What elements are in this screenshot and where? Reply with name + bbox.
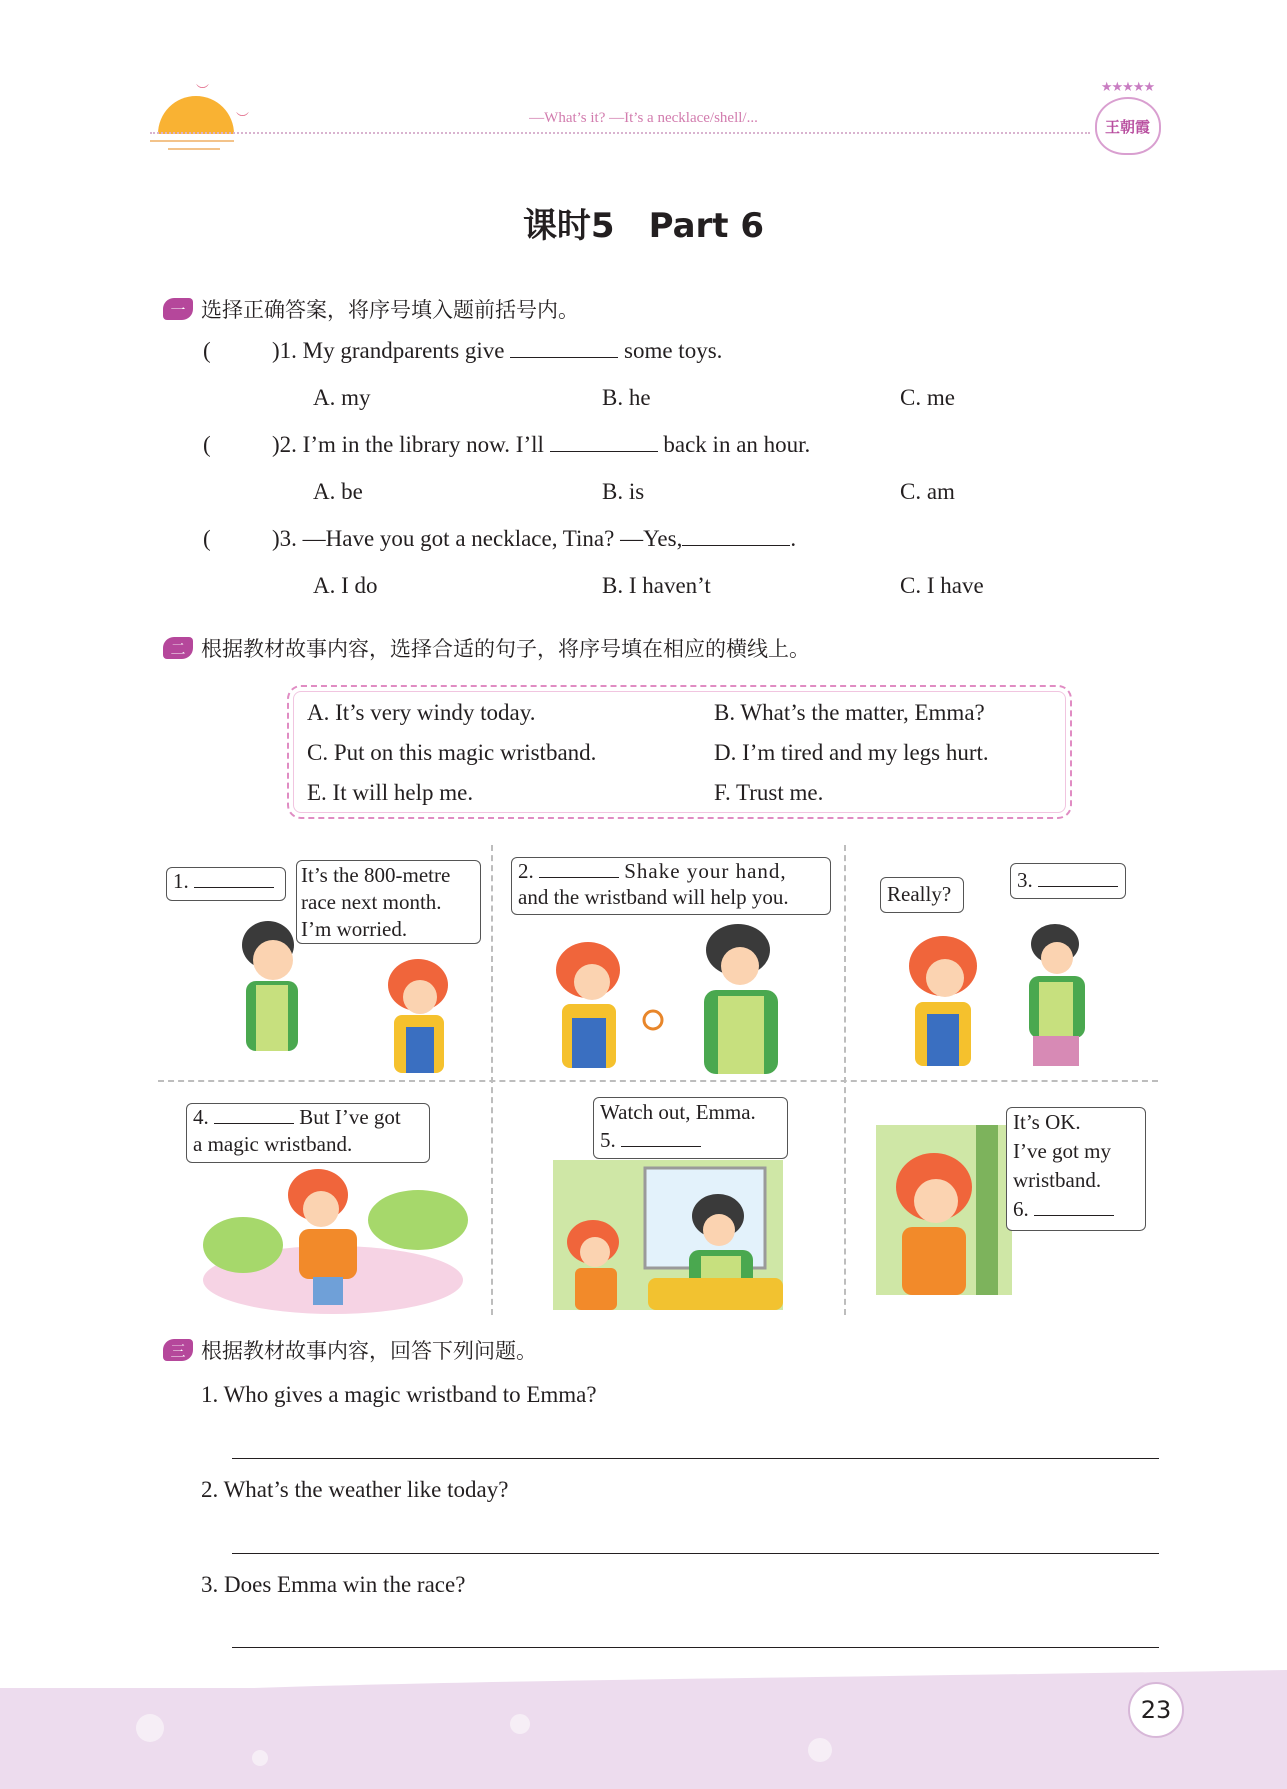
section-3-instruction: 根据教材故事内容，回答下列问题。 [201, 1339, 537, 1363]
section-1-badge: 一 [163, 298, 193, 320]
question-stem: )2. I’m in the library now. I’ll back in an hour. [272, 432, 811, 457]
answer-paren[interactable]: ( [203, 526, 211, 551]
section-2-heading [163, 633, 810, 663]
speech-bubble: 1. [166, 867, 286, 901]
footer-band [0, 1688, 1287, 1789]
answer-line[interactable] [232, 1458, 1159, 1459]
sentence-option-c: C. Put on this magic wristband. [307, 740, 597, 765]
comic-illustration [538, 920, 838, 1080]
section-1-instruction: 选择正确答案，将序号填入题前括号内。 [201, 298, 579, 322]
bird-icon: ︶ [236, 112, 250, 127]
sentence-option-e: E. It will help me. [307, 780, 474, 805]
option-b: B. is [602, 479, 645, 504]
answer-line[interactable] [232, 1647, 1159, 1648]
panel-divider [158, 1080, 1158, 1082]
sentence-option-d: D. I’m tired and my legs hurt. [714, 740, 989, 765]
question-2: 2. What’s the weather like today? [201, 1477, 509, 1502]
fill-blank[interactable] [1038, 871, 1118, 887]
running-title: —What’s it? —It’s a necklace/shell/... [529, 110, 758, 126]
option-c: C. me [900, 385, 955, 410]
answer-line[interactable] [232, 1553, 1159, 1554]
fill-blank[interactable] [214, 1108, 294, 1124]
sentence-option-a: A. It’s very windy today. [307, 700, 536, 725]
speech-bubble: It’s OK. I’ve got my wristband. 6. [1006, 1107, 1146, 1231]
brand-logo [1090, 80, 1165, 160]
fill-blank[interactable] [1034, 1200, 1114, 1216]
question-3: 3. Does Emma win the race? [201, 1572, 466, 1597]
fill-blank[interactable] [194, 872, 274, 888]
section-3-heading [163, 1335, 537, 1365]
comic-illustration [893, 910, 1143, 1080]
comic-illustration [198, 915, 478, 1075]
fill-blank[interactable] [510, 340, 618, 358]
section-3-badge: 三 [163, 1339, 193, 1361]
comic-illustration [876, 1125, 1016, 1295]
speech-bubble: 4. But I’ve got a magic wristband. [186, 1103, 430, 1163]
question-stem: )3. —Have you got a necklace, Tina? —Yes, . [272, 526, 797, 551]
fill-blank[interactable] [550, 434, 658, 452]
option-c: C. I have [900, 573, 984, 598]
section-1-heading [163, 294, 579, 324]
option-a: A. be [313, 479, 363, 504]
question-stem: )1. My grandparents give some toys. [272, 338, 723, 363]
option-b: B. he [602, 385, 651, 410]
sentence-option-f: F. Trust me. [714, 780, 824, 805]
footer-bubbles [0, 1688, 1287, 1789]
page-number: 23 [1128, 1682, 1184, 1738]
option-b: B. I haven’t [602, 573, 711, 598]
fill-blank[interactable] [621, 1131, 701, 1147]
bird-icon: ︶ [196, 84, 210, 99]
comic-illustration [203, 1165, 473, 1315]
speech-bubble: Watch out, Emma. 5. [593, 1097, 788, 1159]
option-a: A. I do [313, 573, 378, 598]
sun-reflection-line [150, 140, 234, 142]
comic-strip [158, 845, 1158, 1315]
answer-paren[interactable]: ( [203, 432, 211, 457]
section-2-instruction: 根据教材故事内容，选择合适的句子，将序号填在相应的横线上。 [201, 637, 810, 661]
header-rule [150, 132, 1090, 134]
sentence-option-b: B. What’s the matter, Emma? [714, 700, 985, 725]
comic-illustration [553, 1160, 793, 1310]
answer-paren[interactable]: ( [203, 338, 211, 363]
option-c: C. am [900, 479, 955, 504]
brand-name: 王朝霞 [1095, 97, 1161, 155]
option-a: A. my [313, 385, 371, 410]
brand-stars: ★★★★★ [1100, 80, 1155, 95]
sun-reflection-line [168, 148, 220, 150]
page-title: 课时5 Part 6 [522, 206, 765, 246]
fill-blank[interactable] [539, 862, 619, 878]
question-1: 1. Who gives a magic wristband to Emma? [201, 1382, 597, 1407]
speech-bubble: It’s the 800-metre race next month. I’m worried. [296, 860, 481, 944]
speech-bubble: Really? [880, 877, 964, 913]
fill-blank[interactable] [682, 528, 790, 546]
speech-bubble: 3. [1010, 863, 1126, 899]
section-2-badge: 二 [163, 637, 193, 659]
speech-bubble: 2. Shake your hand, and the wristband will help you. [511, 857, 831, 915]
